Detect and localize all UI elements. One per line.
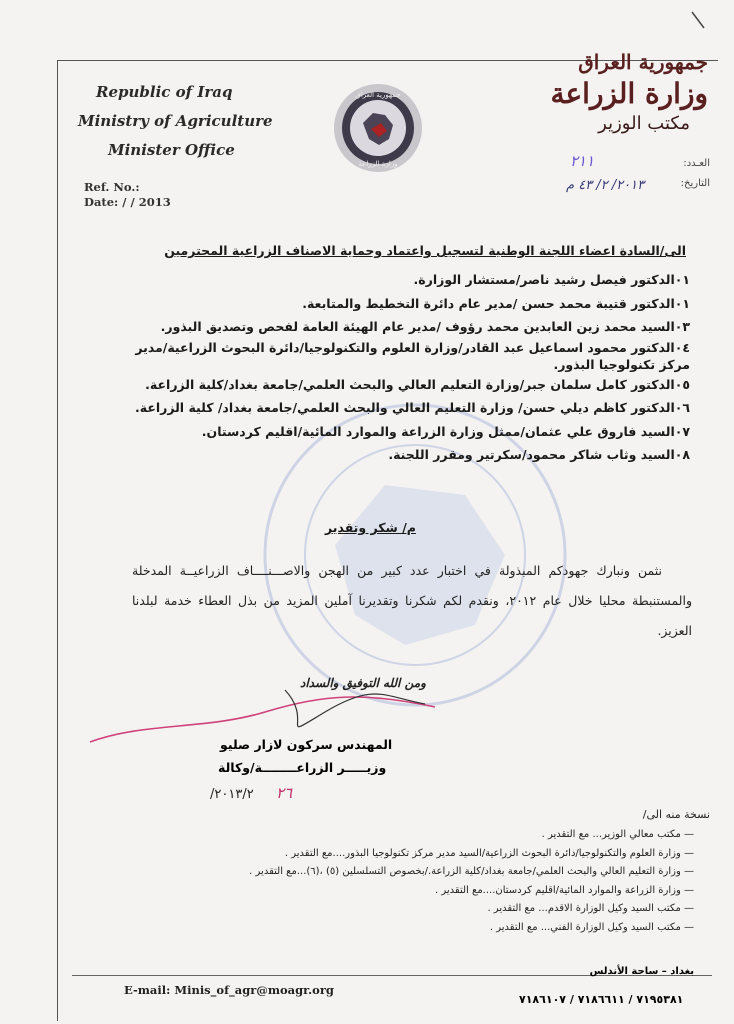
list-item: ٠٧السيد فاروق علي عثمان/ممثل وزارة الزراعة والموارد المائية/اقليم كردستان. — [201, 423, 690, 439]
reference-block — [84, 180, 171, 210]
list-item: — مكتب معالي الوزير... مع التقدير . — [541, 829, 694, 840]
list-item: ٠١الدكتور قتيبة محمد حسن /مدير عام دائرة التخطيط والمتابعة. — [302, 295, 690, 311]
arabic-ministry-label: وزارة الزراعة — [550, 77, 708, 110]
footer-email: E-mail: Minis_of_agr@moagr.org — [124, 983, 334, 997]
signatory-name: المهندس سركون لازار صليو — [220, 737, 393, 752]
arabic-date-label: التاريخ: — [680, 178, 710, 189]
list-item: — مكتب السيد وكيل الوزارة الاقدم... مع التقدير . — [487, 903, 694, 914]
signature-date: ٢٠١٣/٢/ — [210, 787, 254, 802]
arabic-number-label: العـدد: — [683, 158, 710, 169]
footer-phones: ٧١٩٥٣٨١ / ٧١٨٦٦١١ / ٧١٨٦١٠٧ — [519, 993, 684, 1006]
seal-top-text: جمهورية العراق — [355, 91, 401, 99]
list-item: ٠١الدكتور فيصل رشيد ناصر/مستشار الوزارة. — [413, 272, 690, 287]
ref-date-label: Date: / / 2013 — [84, 195, 171, 209]
ministry-label: Ministry of Agriculture — [78, 112, 273, 130]
seal-bottom-text: وزارة الزراعة — [358, 160, 398, 168]
list-item: — وزارة الزراعة والموارد المائية/اقليم كردستان....مع التقدير . — [435, 884, 694, 896]
signatory-title: وزيـــــر الزراعــــــــة/وكالة — [218, 760, 387, 775]
list-item: ٠٦الدكتور كاظم ديلي حسن/ وزارة التعليم العالي والبحث العلمي/جامعة بغداد/ كلية الزراعة. — [134, 400, 690, 415]
handwritten-date: ٢٠١٣/ ٢/ ٤٣ م — [566, 178, 645, 193]
committee-members-list — [130, 268, 690, 467]
arabic-office-label: مكتب الوزير — [598, 113, 690, 134]
list-item: ٠٨السيد وثاب شاكر محمود/سكرتير ومقرر اللجنة. — [388, 447, 690, 462]
list-item: ٠٤الدكتور محمود اسماعيل عبد القادر/وزارة العلوم والتكنولوجيا/دائرة البحوث الزراعية/مدير مركز تكنولوجيا البذور. — [135, 339, 690, 372]
footer-address: بغداد – ساحة الأندلس — [589, 966, 694, 977]
ref-number-label: Ref. No.: — [84, 180, 140, 194]
ministry-seal-icon — [333, 83, 423, 173]
copies-list — [94, 826, 694, 937]
arabic-letterhead — [518, 48, 708, 136]
list-item: — مكتب السيد وكيل الوزارة الفني... مع التقدير . — [489, 921, 694, 933]
list-item: — وزارة العلوم والتكنولوجيا/دائرة البحوث الزراعية/السيد مدير مركز تكنولوجيا البذور....مع التقدير . — [284, 847, 694, 859]
office-label: Minister Office — [108, 141, 235, 159]
handwritten-number: ٢١١ — [570, 152, 595, 170]
handwritten-day: ٢٦ — [276, 784, 293, 802]
republic-label: Republic of Iraq — [96, 83, 233, 101]
list-item: ٠٥الدكتور كامل سلمان جبر/وزارة التعليم العالي والبحث العلمي/جامعة بغداد/كلية الزراعة. — [145, 376, 690, 392]
subject-line: م/ شكر وتقدير — [325, 520, 416, 535]
list-item: ٠٣السيد محمد زين العابدين محمد رؤوف /مدير عام الهيئة العامة لفحص وتصديق البذور. — [160, 319, 690, 334]
arabic-republic-label: جمهورية العراق — [578, 50, 708, 74]
list-item: — وزارة التعليم العالي والبحث العلمي/جامعة بغداد/كلية الزراعة./بخصوص التسلسلين (٥) ،(٦)...مع التقدير . — [249, 866, 694, 877]
letter-body: نثمن ونبارك جهودكم المبذولة في اختبار عدد كبير من الهجن والاصـــنــــاف الزراعيــة المدخلة والمستنبطة محليا خلال عام ٢٠١٢، ونقدم لكم شكرنا وتقديرنا آملين المزيد من بذل العطاء خدمة لبلدنا العزيز. — [132, 563, 692, 638]
addressee-line: الى/السادة اعضاء اللجنة الوطنية لتسجيل واعتماد وحماية الاصناف الزراعية المحترمين — [164, 243, 686, 258]
copies-header: نسخة منه الى/ — [642, 808, 710, 821]
check-mark-icon — [690, 8, 712, 30]
closing-line: ومن الله التوفيق والسداد — [300, 676, 426, 690]
english-letterhead — [78, 78, 278, 165]
